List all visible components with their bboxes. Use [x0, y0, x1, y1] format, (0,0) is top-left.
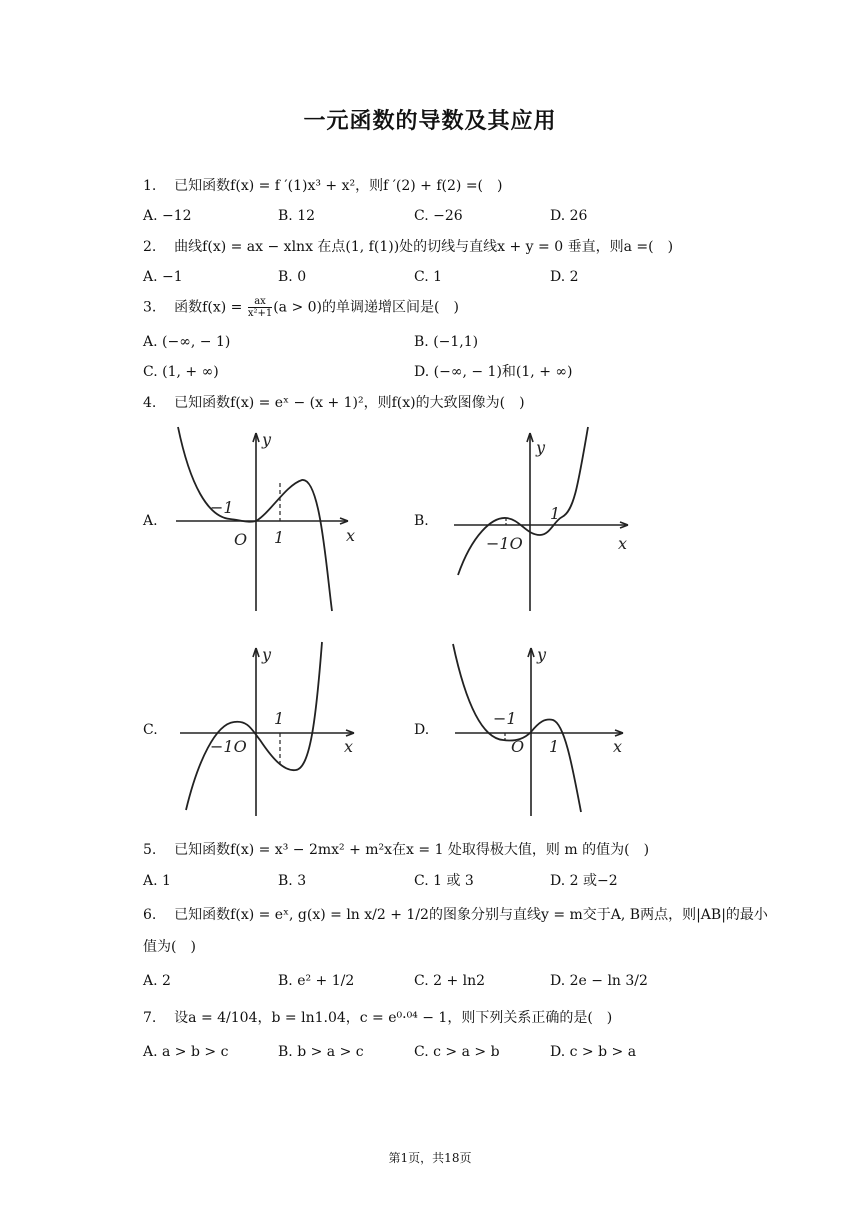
option-a: A. [143, 513, 158, 529]
option-a: A. −12 [143, 208, 192, 224]
option-a: A. (−∞, − 1) [143, 334, 231, 350]
x-label: x [618, 534, 628, 553]
option-b: B. e² + 1/2 [278, 973, 355, 989]
question-stem: 已知函数f(x) = f ′(1)x³ + x²，则f ′(2) + f(2) =( ) [174, 178, 503, 194]
tick-label: 1 [550, 504, 561, 523]
question-number: 4. [143, 395, 157, 411]
question-number: 6. [143, 907, 157, 923]
tick-label: −1 [210, 498, 234, 517]
question-4 [143, 393, 525, 413]
option-c: C. c > a > b [414, 1044, 500, 1060]
question-stem: 已知函数f(x) = x³ − 2mx² + m²x在x = 1 处取得极大值，则 m 的值为( ) [174, 842, 650, 858]
question-number: 5. [143, 842, 157, 858]
tick-label: 1 [274, 528, 285, 547]
option-c: C. 1 [414, 269, 443, 285]
option-b: B. 12 [278, 208, 316, 224]
tick-label: −1 [493, 709, 517, 728]
option-b: B. 0 [278, 269, 307, 285]
question-7 [143, 1008, 612, 1028]
graph-d [445, 640, 645, 820]
curve [178, 427, 332, 611]
origin-label: O [234, 530, 248, 549]
option-c: C. (1, + ∞) [143, 364, 219, 380]
graph-b [450, 425, 640, 615]
option-d: D. 26 [550, 208, 588, 224]
option-d: D. c > b > a [550, 1044, 637, 1060]
origin-label: −1O [486, 534, 523, 553]
page-footer: 第1页，共18页 [388, 1151, 472, 1165]
curve [453, 644, 581, 812]
option-c: C. [143, 722, 158, 738]
question-stem: 曲线f(x) = ax − xlnx 在点(1, f(1))处的切线与直线x + y = 0 垂直，则a =( ) [174, 239, 674, 255]
question-6-continued: 值为( ) [143, 939, 196, 955]
question-stem: 已知函数f(x) = eˣ, g(x) = ln x/2 + 1/2的图象分别与直线y = m交于A, B两点，则|AB|的最小 [174, 907, 768, 923]
option-d: D. (−∞, − 1)和(1, + ∞) [414, 364, 573, 380]
option-c: C. −26 [414, 208, 463, 224]
option-c: C. 2 + ln2 [414, 973, 486, 989]
question-3 [143, 296, 459, 319]
x-label: x [613, 737, 623, 756]
question-number: 2. [143, 239, 157, 255]
option-a: A. 2 [143, 973, 171, 989]
question-2 [143, 237, 673, 257]
option-a: A. a > b > c [143, 1044, 229, 1060]
origin-label: O [511, 737, 525, 756]
option-b: B. b > a > c [278, 1044, 364, 1060]
question-number: 1. [143, 178, 157, 194]
option-b: B. 3 [278, 873, 307, 889]
tick-label: 1 [549, 737, 560, 756]
question-stem: 已知函数f(x) = eˣ − (x + 1)²，则f(x)的大致图像为( ) [174, 395, 525, 411]
question-number: 3. [143, 299, 157, 316]
option-d: D. 2 [550, 269, 579, 285]
x-label: x [344, 737, 354, 756]
question-stem-post: (a > 0)的单调递增区间是( ) [273, 299, 459, 316]
origin-label: −1O [210, 737, 247, 756]
option-a: A. 1 [143, 873, 171, 889]
question-stem-pre: 函数f(x) = [174, 299, 247, 316]
fraction-numerator: ax [248, 296, 272, 308]
question-6 [143, 905, 768, 925]
question-1 [143, 176, 502, 196]
graph-c [176, 640, 376, 820]
x-label: x [346, 526, 356, 545]
option-b: B. [414, 513, 429, 529]
fraction [248, 296, 272, 319]
option-d: D. 2 或−2 [550, 873, 618, 889]
y-label: y [537, 645, 547, 664]
y-label: y [536, 438, 546, 457]
option-a: A. −1 [143, 269, 183, 285]
option-d: D. [414, 722, 430, 738]
question-stem: 设a = 4/104，b = ln1.04，c = e⁰·⁰⁴ − 1，则下列关系正确的是( ) [174, 1010, 613, 1026]
curve [186, 642, 322, 810]
option-c: C. 1 或 3 [414, 873, 474, 889]
tick-label: 1 [274, 709, 285, 728]
fraction-denominator: x²+1 [247, 308, 273, 319]
question-5 [143, 840, 649, 860]
graph-a [170, 425, 370, 615]
question-number: 7. [143, 1010, 157, 1026]
option-d: D. 2e − ln 3/2 [550, 973, 648, 989]
y-label: y [262, 430, 272, 449]
page-title: 一元函数的导数及其应用 [303, 109, 557, 134]
curve [458, 427, 588, 575]
option-b: B. (−1,1) [414, 334, 479, 350]
y-label: y [262, 645, 272, 664]
